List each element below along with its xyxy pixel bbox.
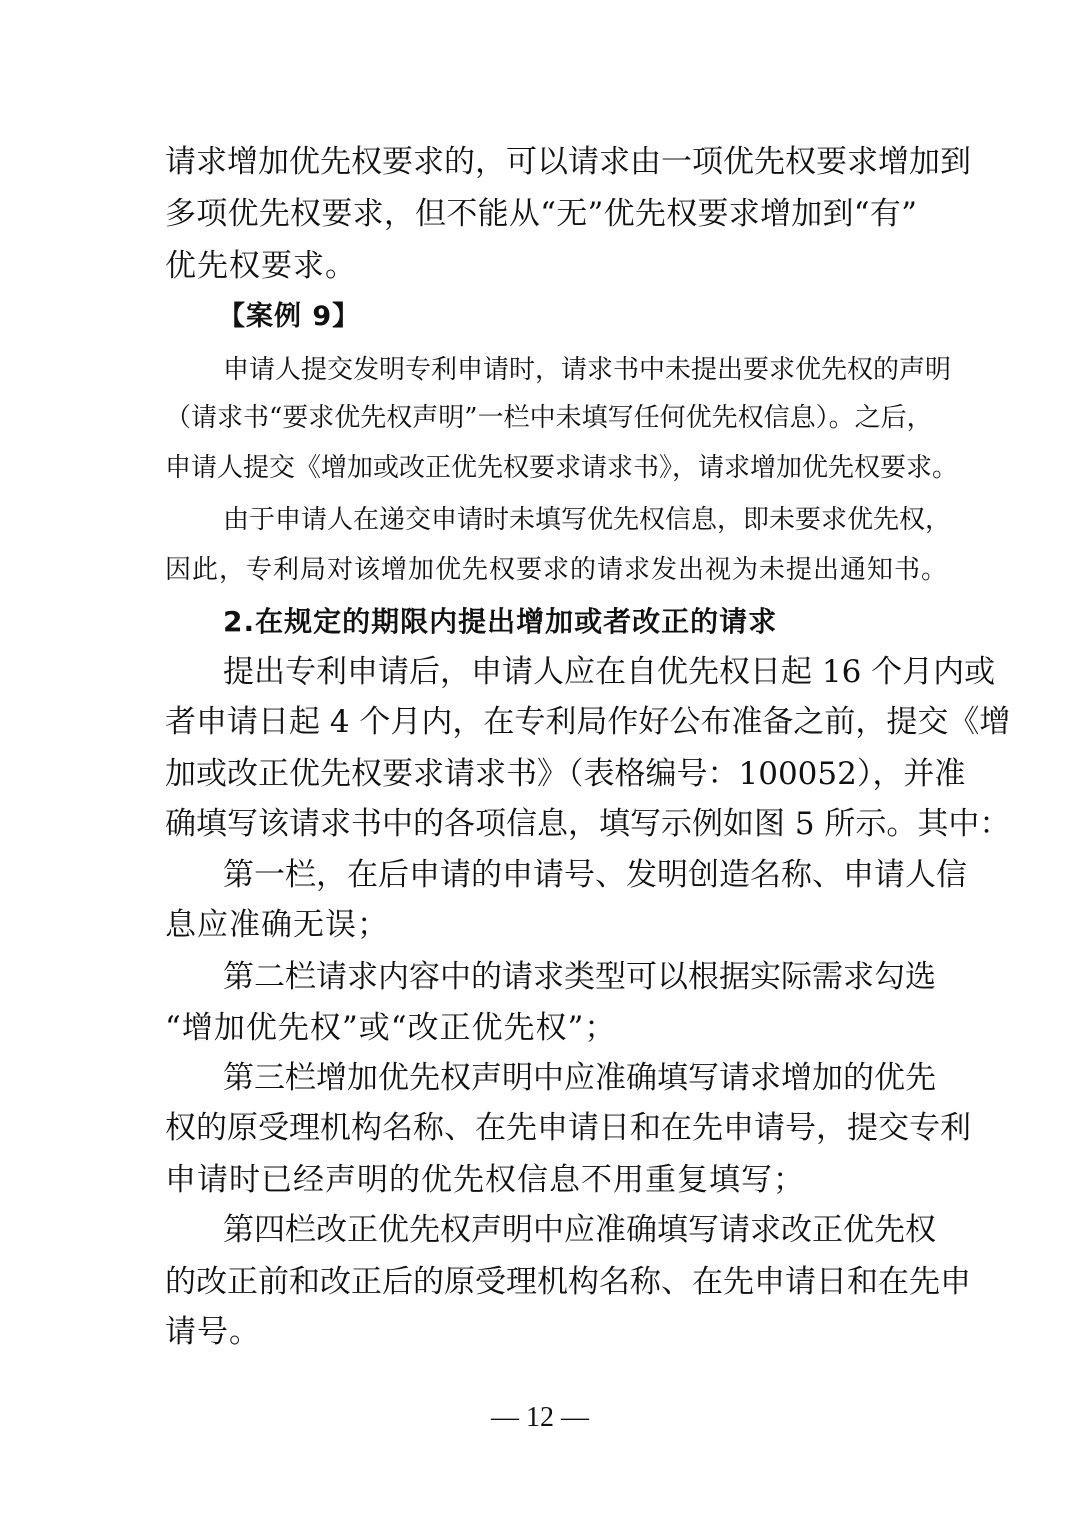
paragraph-5-line-1: 第三栏增加优先权声明中应准确填写请求增加的优先	[223, 1060, 936, 1096]
case-text-2-line-1: 由于申请人在递交申请时未填写优先权信息，即未要求优先权，	[223, 505, 952, 535]
section-heading: 2.在规定的期限内提出增加或者改正的请求	[223, 605, 778, 638]
paragraph-2-line-1: 提出专利申请后，申请人应在自优先权日起 16 个月内或	[223, 654, 996, 690]
paragraph-6-line-2: 的改正前和改正后的原受理机构名称、在先申请日和在先申	[165, 1264, 971, 1300]
paragraph-6-line-3: 请号。	[165, 1314, 261, 1350]
paragraph-2-line-4: 确填写该请求书中的各项信息，填写示例如图 5 所示。其中：	[165, 806, 1011, 842]
paragraph-1-line-1: 请求增加优先权要求的，可以请求由一项优先权要求增加到	[165, 144, 971, 180]
paragraph-4-line-1: 第二栏请求内容中的请求类型可以根据实际需求勾选	[223, 959, 936, 995]
paragraph-3-line-2: 息应准确无误；	[165, 907, 389, 943]
paragraph-5-line-3: 申请时已经声明的优先权信息不用重复填写；	[165, 1162, 805, 1198]
case-text-1-line-2: （请求书“要求优先权声明”一栏中未填写任何优先权信息）。之后，	[165, 403, 933, 433]
paragraph-3-line-1: 第一栏，在后申请的申请号、发明创造名称、申请人信	[223, 857, 967, 893]
paragraph-5-line-2: 权的原受理机构名称、在先申请日和在先申请号，提交专利	[165, 1110, 971, 1146]
case-heading: 【案例 9】	[218, 301, 361, 332]
case-text-1-line-3: 申请人提交《增加或改正优先权要求请求书》，请求增加优先权要求。	[165, 453, 959, 483]
paragraph-6-line-1: 第四栏改正优先权声明中应准确填写请求改正优先权	[223, 1212, 936, 1248]
paragraph-2-line-2: 者申请日起 4 个月内，在专利局作好公布准备之前，提交《增	[165, 704, 1011, 740]
case-text-2-line-2: 因此，专利局对该增加优先权要求的请求发出视为未提出通知书。	[165, 555, 949, 585]
case-text-1-line-1: 申请人提交发明专利申请时，请求书中未提出要求优先权的声明	[223, 355, 952, 385]
page-number: — 12 —	[491, 1402, 589, 1433]
paragraph-4-line-2: “增加优先权”或“改正优先权”；	[165, 1010, 617, 1046]
paragraph-2-line-3: 加或改正优先权要求请求书》（表格编号：100052），并准	[165, 756, 966, 792]
paragraph-1-line-3: 优先权要求。	[165, 248, 357, 284]
paragraph-1-line-2: 多项优先权要求，但不能从“无”优先权要求增加到“有”	[165, 196, 917, 232]
